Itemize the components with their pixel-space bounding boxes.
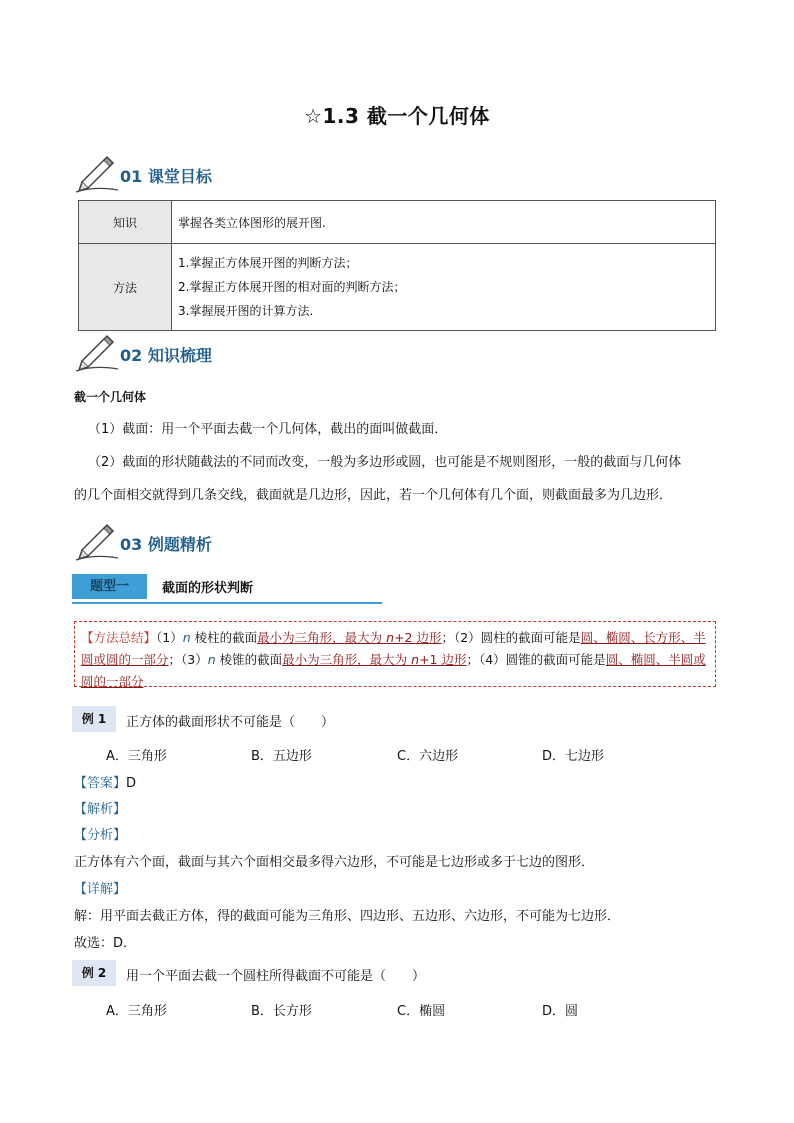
- knowledge-p1: （1）截面：用一个平面去截一个几何体，截出的面叫做截面．: [88, 422, 448, 437]
- method-item: 2.掌握正方体展开图的相对面的判断方法；: [178, 280, 406, 294]
- section-title: 02 知识梳理: [120, 346, 212, 365]
- answer-value: D: [126, 776, 137, 791]
- pencil-icon: [74, 520, 120, 562]
- answer-line: [74, 772, 136, 791]
- pencil-icon: [74, 331, 120, 373]
- option-b: B．五边形: [251, 749, 312, 764]
- question-type-tag: 题型一: [72, 574, 147, 599]
- section-header-knowledge: [74, 331, 374, 373]
- section-header-goals: [74, 152, 374, 194]
- goals-table: [78, 200, 716, 331]
- page-title: ☆1.3 截一个几何体: [304, 104, 490, 128]
- method-summary-box: 【方法总结】（1）n 棱柱的截面最小为三角形，最大为 n+2 边形；（2）圆柱的截面可能是圆、椭圆、长方形、半圆或圆的一部分；（3）n 棱锥的截面最小为三角形，最大为 n+1 边形；（4）圆锥的截面可能是圆、椭圆、半圆或圆的一部分: [74, 621, 716, 687]
- example-tag: 例 2: [72, 960, 116, 986]
- options-row: [0, 745, 794, 765]
- option-c: C．六边形: [397, 749, 459, 764]
- section-title: 03 例题精析: [120, 535, 212, 554]
- knowledge-label: 知识: [79, 201, 172, 244]
- method-summary-label: 【方法总结】: [81, 630, 157, 645]
- conclusion-text: 故选：D．: [74, 936, 137, 951]
- section-title: 01 课堂目标: [120, 167, 212, 186]
- knowledge-p2-line2: 的几个面相交就得到几条交线，截面就是几边形，因此，若一个几何体有几个面，则截面最多为几边形．: [74, 488, 673, 503]
- option-d: D．七边形: [542, 749, 605, 764]
- example-question: 正方体的截面形状不可能是（ ）: [126, 715, 335, 730]
- method-item: 3.掌握展开图的计算方法.: [178, 304, 314, 318]
- option-b: B．长方形: [251, 1004, 312, 1019]
- detail-text: 解：用平面去截正方体，得的截面可能为三角形、四边形、五边形、六边形，不可能为七边形．: [74, 909, 621, 924]
- option-a: A．三角形: [106, 749, 167, 764]
- option-c: C．椭圆: [397, 1004, 446, 1019]
- option-d: D．圆: [542, 1004, 579, 1019]
- knowledge-p2-line1: （2）截面的形状随截法的不同而改变，一般为多边形或圆，也可能是不规则图形，一般的截面与几何体: [88, 455, 682, 470]
- options-row: [0, 1000, 794, 1020]
- method-item: 1.掌握正方体展开图的判断方法；: [178, 256, 358, 270]
- answer-label: 【答案】: [74, 776, 127, 791]
- question-type-title: 截面的形状判断: [162, 581, 254, 596]
- example-tag: 例 1: [72, 706, 116, 732]
- fenxi-text: 正方体有六个面，截面与其六个面相交最多得六边形，不可能是七边形或多于七边的图形．: [74, 855, 595, 870]
- example-question: 用一个平面去截一个圆柱所得截面不可能是（ ）: [126, 969, 426, 984]
- section-header-examples: [74, 520, 374, 562]
- method-label: 方法: [79, 244, 172, 331]
- divider: [72, 602, 382, 604]
- detail-label: 【详解】: [74, 882, 127, 897]
- knowledge-text: 掌握各类立体图形的展开图.: [172, 201, 716, 244]
- pencil-icon: [74, 152, 120, 194]
- knowledge-heading: 截一个几何体: [74, 390, 147, 404]
- analysis-label: 【解析】: [74, 802, 127, 817]
- option-a: A．三角形: [106, 1004, 167, 1019]
- fenxi-label: 【分析】: [74, 828, 127, 843]
- question-type-bar: [72, 572, 382, 602]
